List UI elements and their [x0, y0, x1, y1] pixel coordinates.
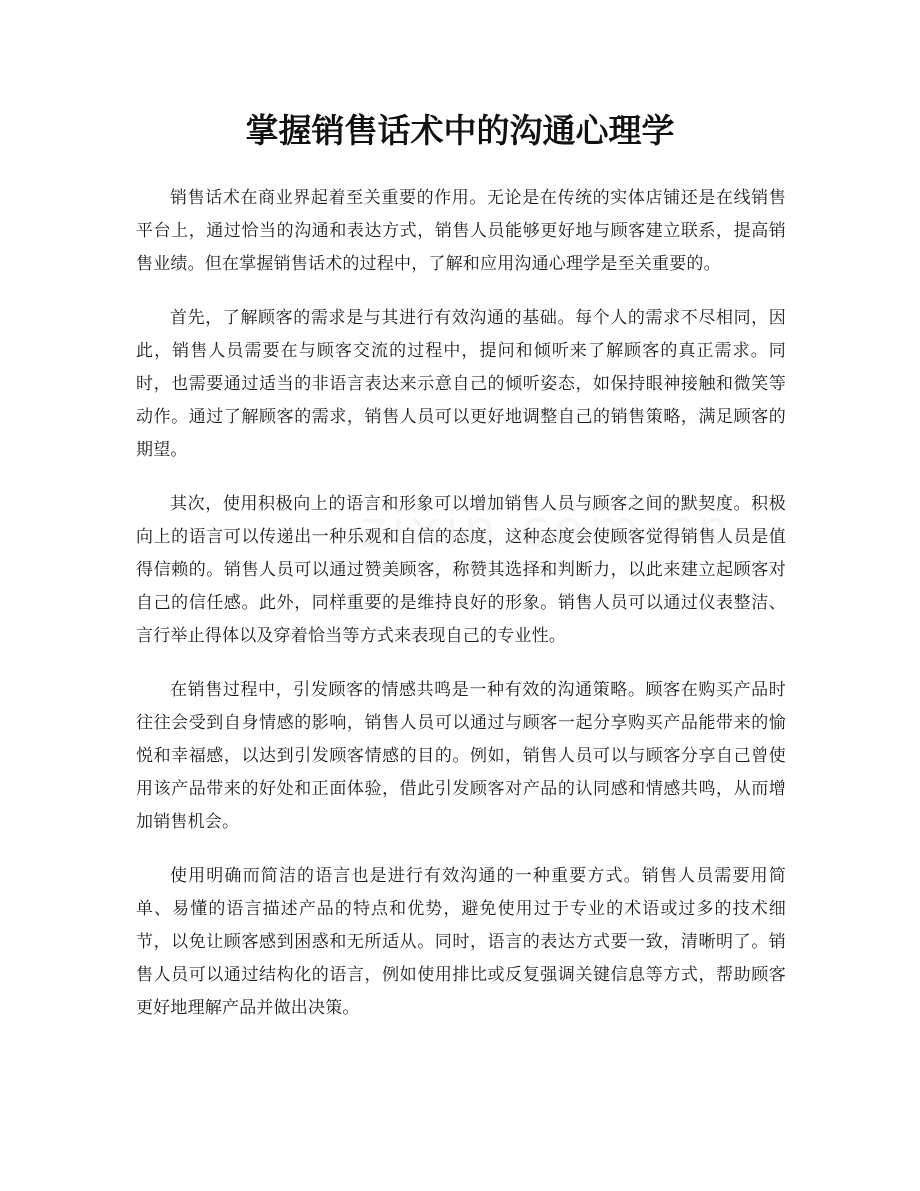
document-body — [136, 182, 786, 1046]
document-title: 掌握销售话术中的沟通心理学 — [245, 111, 675, 150]
paragraph-2: 首先，了解顾客的需求是与其进行有效沟通的基础。每个人的需求不尽相同，因此，销售人员需要在与顾客交流的过程中，提问和倾听来了解顾客的真正需求。同时，也需要通过适当的非语言表达来示意自己的倾听姿态，如保持眼神接触和微笑等动作。通过了解顾客的需求，销售人员可以更好地调整自己的销售策略，满足顾客的期望。 — [136, 308, 786, 460]
paragraph-4: 在销售过程中，引发顾客的情感共鸣是一种有效的沟通策略。顾客在购买产品时往往会受到自身情感的影响，销售人员可以通过与顾客一起分享购买产品能带来的愉悦和幸福感，以达到引发顾客情感的目的。例如，销售人员可以与顾客分享自己曾使用该产品带来的好处和正面体验，借此引发顾客对产品的认同感和情感共鸣，从而增加销售机会。 — [136, 680, 786, 832]
paragraph-5: 使用明确而简洁的语言也是进行有效沟通的一种重要方式。销售人员需要用简单、易懂的语言描述产品的特点和优势，避免使用过于专业的术语或过多的技术细节，以免让顾客感到困惑和无所适从。同时，语言的表达方式要一致，清晰明了。销售人员可以通过结构化的语言，例如使用排比或反复强调关键信息等方式，帮助顾客更好地理解产品并做出决策。 — [136, 866, 786, 1018]
paragraph-3: 其次，使用积极向上的语言和形象可以增加销售人员与顾客之间的默契度。积极向上的语言可以传递出一种乐观和自信的态度，这种态度会使顾客觉得销售人员是值得信赖的。销售人员可以通过赞美顾客，称赞其选择和判断力，以此来建立起顾客对自己的信任感。此外，同样重要的是维持良好的形象。销售人员可以通过仪表整洁、言行举止得体以及穿着恰当等方式来表现自己的专业性。 — [136, 494, 786, 646]
paragraph-1: 销售话术在商业界起着至关重要的作用。无论是在传统的实体店铺还是在线销售平台上，通过恰当的沟通和表达方式，销售人员能够更好地与顾客建立联系，提高销售业绩。但在掌握销售话术的过程中，了解和应用沟通心理学是至关重要的。 — [136, 188, 786, 274]
